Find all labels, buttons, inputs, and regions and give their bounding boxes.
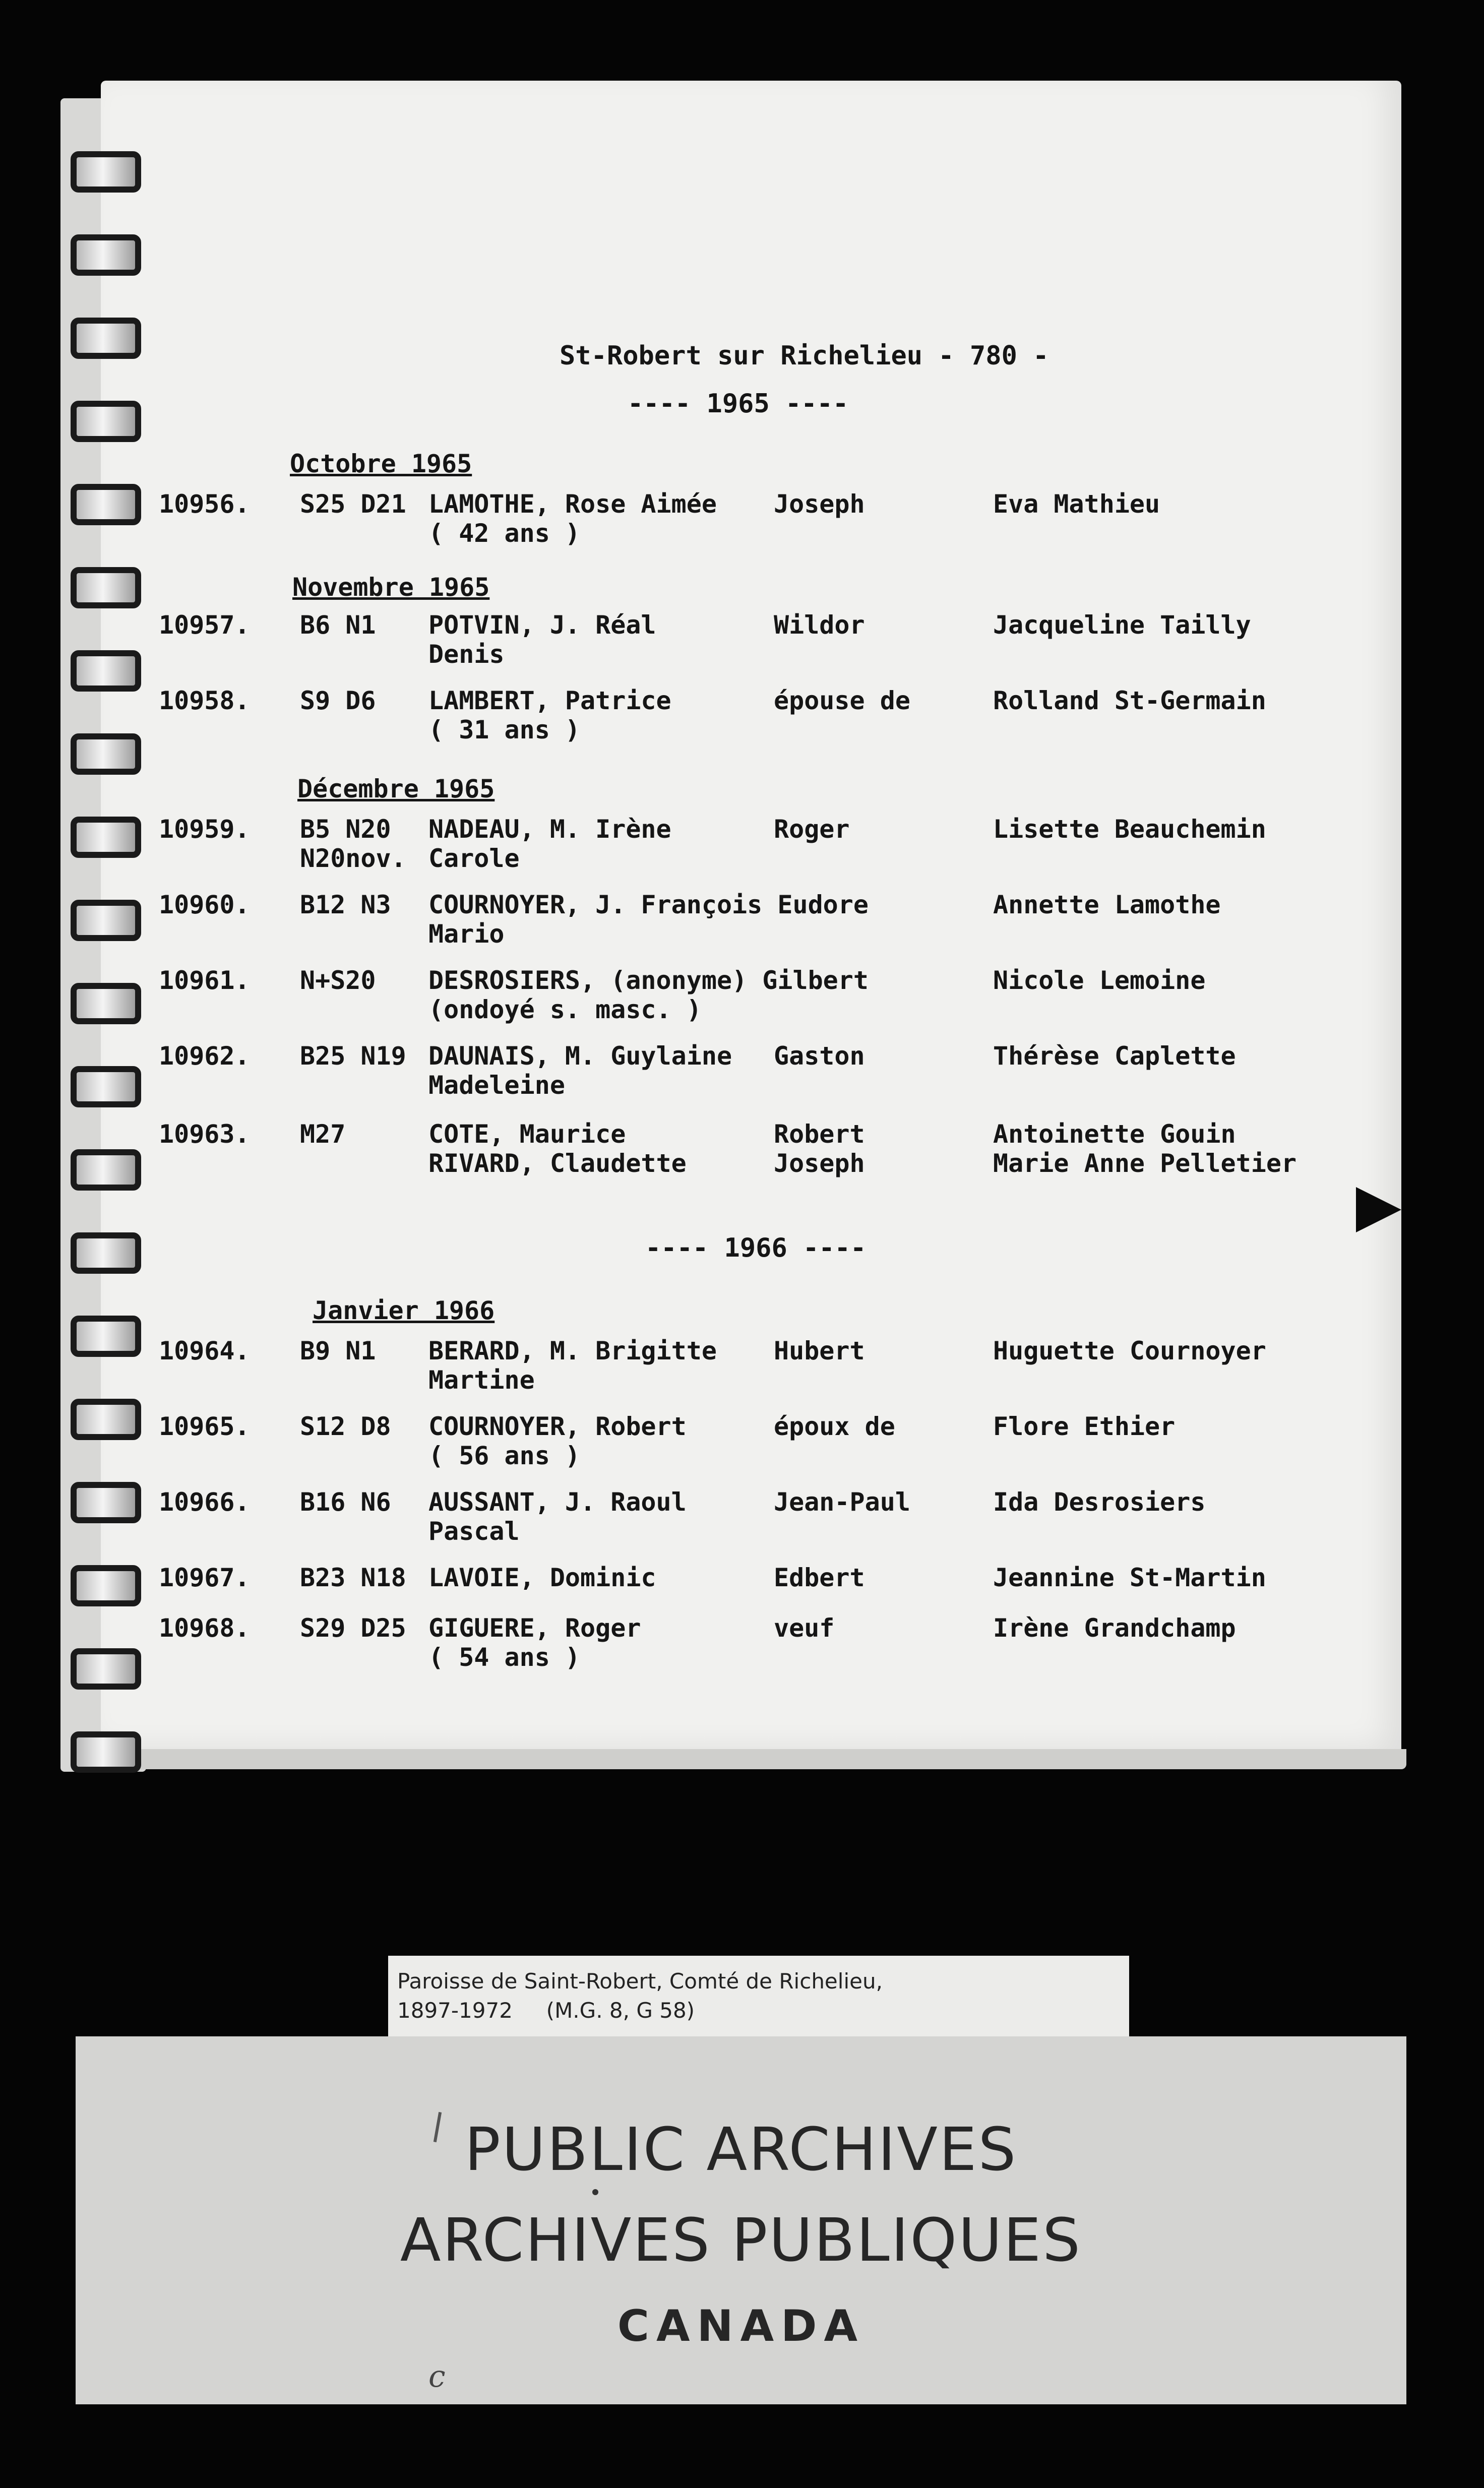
spiral-coil	[71, 1648, 141, 1690]
record-number: 10959.	[159, 815, 250, 844]
record-code: B23 N18	[300, 1563, 406, 1592]
record-name: LAMBERT, Patrice	[428, 686, 671, 715]
record-name: AUSSANT, J. Raoul	[428, 1487, 687, 1517]
record-mother: Nicole Lemoine	[993, 966, 1206, 995]
record-mother: Thérèse Caplette	[993, 1041, 1236, 1071]
record-name-line-2: Madeleine	[428, 1071, 565, 1100]
month-heading-novembre: Novembre 1965	[292, 573, 490, 602]
month-heading-janvier: Janvier 1966	[313, 1296, 495, 1325]
record-father: épouse de	[774, 686, 910, 715]
record-name: GIGUERE, Roger	[428, 1613, 641, 1643]
record-number: 10961.	[159, 966, 250, 995]
record-number: 10965.	[159, 1412, 250, 1441]
record-name: POTVIN, J. Réal	[428, 610, 656, 640]
spiral-coil	[71, 401, 141, 442]
record-name: COURNOYER, J. François Eudore	[428, 890, 869, 919]
record-number: 10962.	[159, 1041, 250, 1071]
spiral-coil	[71, 567, 141, 608]
stamp-line-2: ARCHIVES PUBLIQUES	[400, 2205, 1082, 2275]
spiral-coil	[71, 151, 141, 193]
record-name-line-2: ( 31 ans )	[428, 715, 581, 744]
record-code: B25 N19	[300, 1041, 406, 1071]
record-mother: Annette Lamothe	[993, 890, 1221, 919]
record-code: S29 D25	[300, 1613, 406, 1643]
record-mother: Ida Desrosiers	[993, 1487, 1206, 1517]
handwritten-mark: c	[428, 2359, 446, 2394]
record-father: Wildor	[774, 610, 865, 640]
spiral-coil	[71, 1232, 141, 1274]
spiral-coil	[71, 650, 141, 692]
record-code: S9 D6	[300, 686, 376, 715]
record-number: 10963.	[159, 1119, 250, 1149]
record-name: LAMOTHE, Rose Aimée	[428, 489, 717, 519]
spiral-coil	[71, 1149, 141, 1191]
spiral-coil	[71, 1399, 141, 1440]
record-code: B9 N1	[300, 1336, 376, 1365]
record-mother: Eva Mathieu	[993, 489, 1160, 519]
record-name-line-2: RIVARD, Claudette	[428, 1149, 687, 1178]
spiral-coil	[71, 900, 141, 941]
record-number: 10966.	[159, 1487, 250, 1517]
spiral-coil	[71, 318, 141, 359]
record-name-line-2: ( 42 ans )	[428, 519, 581, 548]
month-heading-octobre: Octobre 1965	[290, 449, 472, 478]
record-mother-line-2: Marie Anne Pelletier	[993, 1149, 1297, 1178]
record-code: S25 D21	[300, 489, 406, 519]
record-code: M27	[300, 1119, 346, 1149]
month-heading-decembre: Décembre 1965	[297, 774, 495, 803]
record-father: Roger	[774, 815, 850, 844]
reference-line-2: 1897-1972 (M.G. 8, G 58)	[397, 1998, 695, 2023]
record-mother: Flore Ethier	[993, 1412, 1176, 1441]
page-tab-notch	[1356, 1187, 1401, 1232]
record-mother: Lisette Beauchemin	[993, 815, 1266, 844]
record-name: LAVOIE, Dominic	[428, 1563, 656, 1592]
record-number: 10964.	[159, 1336, 250, 1365]
record-father: époux de	[774, 1412, 895, 1441]
record-code: B12 N3	[300, 890, 391, 919]
stamp-line-3: CANADA	[617, 2301, 865, 2351]
record-father: Robert	[774, 1119, 865, 1149]
record-code-line-2: N20nov.	[300, 844, 406, 873]
spiral-binding	[71, 151, 161, 1739]
record-father: veuf	[774, 1613, 835, 1643]
record-name: DAUNAIS, M. Guylaine	[428, 1041, 732, 1071]
spiral-coil	[71, 1482, 141, 1523]
spiral-coil	[71, 1565, 141, 1606]
record-father: Joseph	[774, 489, 865, 519]
record-mother: Huguette Cournoyer	[993, 1336, 1266, 1365]
record-father: Hubert	[774, 1336, 865, 1365]
record-number: 10968.	[159, 1613, 250, 1643]
register-page	[101, 81, 1401, 1759]
year-heading-1965: ---- 1965 ----	[628, 389, 849, 419]
spiral-coil	[71, 484, 141, 525]
record-number: 10967.	[159, 1563, 250, 1592]
record-name-line-2: Martine	[428, 1365, 535, 1395]
spiral-coil	[71, 1066, 141, 1107]
record-mother: Irène Grandchamp	[993, 1613, 1236, 1643]
record-number: 10960.	[159, 890, 250, 919]
record-name-line-2: Pascal	[428, 1517, 520, 1546]
spiral-coil	[71, 234, 141, 276]
record-name-line-2: Mario	[428, 919, 505, 949]
spiral-coil	[71, 817, 141, 858]
record-code: B6 N1	[300, 610, 376, 640]
record-mother: Rolland St-Germain	[993, 686, 1266, 715]
spiral-coil	[71, 983, 141, 1024]
stamp-dot	[592, 2189, 598, 2195]
spiral-coil	[71, 733, 141, 775]
record-number: 10957.	[159, 610, 250, 640]
archive-reference-label	[388, 1956, 1129, 2039]
spiral-coil	[71, 1731, 141, 1773]
record-code: B5 N20	[300, 815, 391, 844]
record-name: COURNOYER, Robert	[428, 1412, 687, 1441]
page-bottom-edge	[126, 1749, 1406, 1769]
record-name: DESROSIERS, (anonyme) Gilbert	[428, 966, 869, 995]
record-code: S12 D8	[300, 1412, 391, 1441]
record-name: COTE, Maurice	[428, 1119, 626, 1149]
record-father-line-2: Joseph	[774, 1149, 865, 1178]
record-number: 10958.	[159, 686, 250, 715]
record-father: Gaston	[774, 1041, 865, 1071]
reference-line-1: Paroisse de Saint-Robert, Comté de Richelieu,	[397, 1969, 883, 1994]
record-code: B16 N6	[300, 1487, 391, 1517]
year-heading-1966: ---- 1966 ----	[645, 1233, 867, 1263]
record-mother: Jacqueline Tailly	[993, 610, 1251, 640]
record-name: BERARD, M. Brigitte	[428, 1336, 717, 1365]
record-father: Jean-Paul	[774, 1487, 910, 1517]
record-father: Edbert	[774, 1563, 865, 1592]
stamp-line-1: PUBLIC ARCHIVES	[464, 2114, 1018, 2184]
record-name-line-2: ( 54 ans )	[428, 1643, 581, 1672]
record-number: 10956.	[159, 489, 250, 519]
record-name-line-2: ( 56 ans )	[428, 1441, 581, 1470]
record-mother: Antoinette Gouin	[993, 1119, 1236, 1149]
page-title: St-Robert sur Richelieu - 780 -	[560, 341, 1049, 371]
record-mother: Jeannine St-Martin	[993, 1563, 1266, 1592]
record-name-line-2: Denis	[428, 640, 505, 669]
record-code: N+S20	[300, 966, 376, 995]
spiral-coil	[71, 1316, 141, 1357]
record-name: NADEAU, M. Irène	[428, 815, 671, 844]
record-name-line-2: (ondoyé s. masc. )	[428, 995, 702, 1024]
record-name-line-2: Carole	[428, 844, 520, 873]
archives-stamp	[76, 2036, 1406, 2404]
